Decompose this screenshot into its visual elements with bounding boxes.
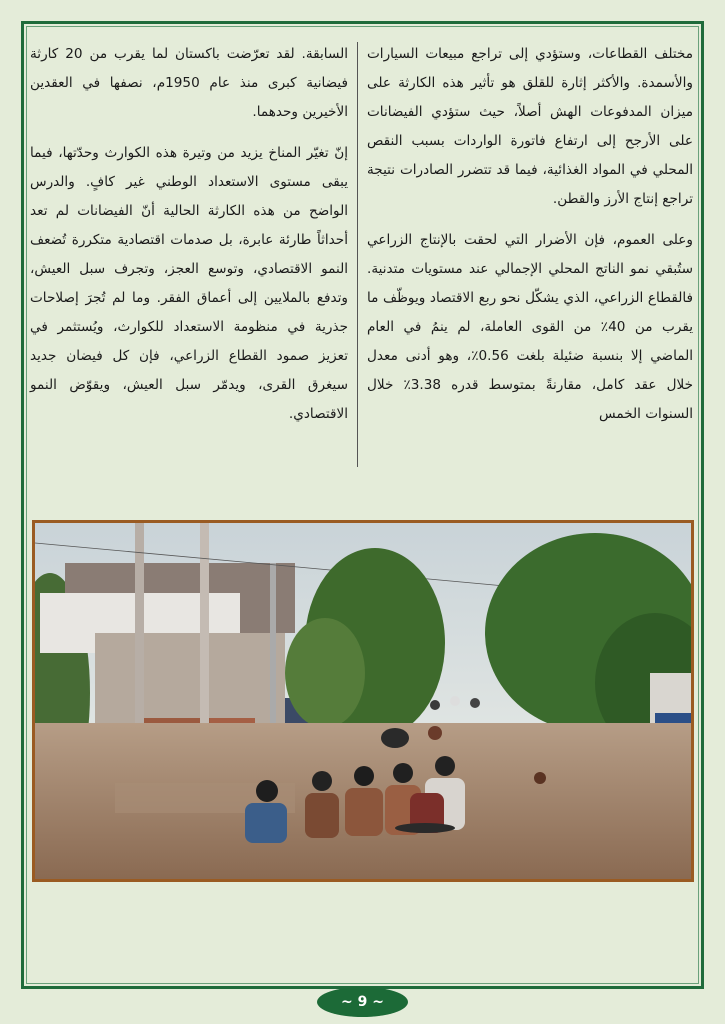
left-column [30, 40, 348, 441]
left-paragraph-1: السابقة. لقد تعرّضت باكستان لما يقرب من 20 كارثة فيضانية كبرى منذ عام 1950م، نصفها في العقدين الأخيرين وحدهما. [30, 46, 349, 120]
person-blue-head [256, 780, 278, 802]
person-mid [428, 726, 442, 740]
distant-person-3 [470, 698, 480, 708]
tube-float [381, 728, 409, 748]
foreground-tube [395, 823, 455, 833]
group-head-2 [354, 766, 374, 786]
group-head-4 [435, 756, 455, 776]
column-divider [357, 42, 358, 467]
flood-photo [32, 520, 694, 882]
right-paragraph-1: مختلف القطاعات، وستؤدي إلى تراجع مبيعات السيارات والأسمدة. والأكثر إثارة للقلق هو تأثير هذه الكارثة على ميزان المدفوعات الهش أصلاً، حيث ستؤدي الفيضانات على الأرجح إلى ارتفاع فاتورة الواردات بسبب النقص المحلي في المواد الغذائية، فيما قد تتضرر الصادرات نتيجة تراجع إنتاج الأرز والقطن. [367, 46, 693, 207]
tree-middle-2 [285, 618, 365, 728]
distant-person-2 [450, 696, 460, 706]
right-paragraph-2: وعلى العموم، فإن الأضرار التي لحقت بالإنتاج الزراعي ستُبقي نمو الناتج المحلي الإجمالي عند مستويات متدنية. فالقطاع الزراعي، الذي يشكّل نحو ربع الاقتصاد ويوظّف ما يقرب من 40٪ من القوى العاملة، لم ينمُ في العام الماضي إلا بنسبة ضئيلة بلغت 0.56٪، وهو أدنى معدل خلال عقد كامل، مقارنةً بمتوسط قدره 3.38٪ خلال السنوات الخمس [367, 232, 693, 422]
group-body-1 [305, 793, 339, 838]
person-blue-shirt [245, 803, 287, 843]
group-head-1 [312, 771, 332, 791]
flood-photo-illustration [35, 523, 691, 879]
group-body-2 [345, 788, 383, 836]
person-right [534, 772, 546, 784]
page-number-badge: ~ 9 ~ [317, 987, 408, 1017]
right-column [367, 40, 693, 441]
group-head-3 [393, 763, 413, 783]
left-paragraph-2: إنّ تغيّر المناخ يزيد من وتيرة هذه الكوارث وحدّتها، فيما يبقى مستوى الاستعداد الوطني غير كافٍ. والدرس الواضح من هذه الكارثة الحالية أنّ الفيضانات لم تعد أحداثاً طارئة عابرة، بل صدمات اقتصادية متكررة تُضعف النمو الاقتصادي، وتوسع العجز، وتجرف سبل العيش، وتدفع بالملايين إلى أعماق الفقر. وما لم تُجرَ إصلاحات جذرية في منظومة الاستعداد للكوارث، ويُستثمر في تعزيز صمود القطاع الزراعي، فإن كل فيضان جديد سيغرق القرى، ويدمّر سبل العيش، ويقوّض النمو الاقتصادي. [30, 145, 348, 422]
distant-person-1 [430, 700, 440, 710]
